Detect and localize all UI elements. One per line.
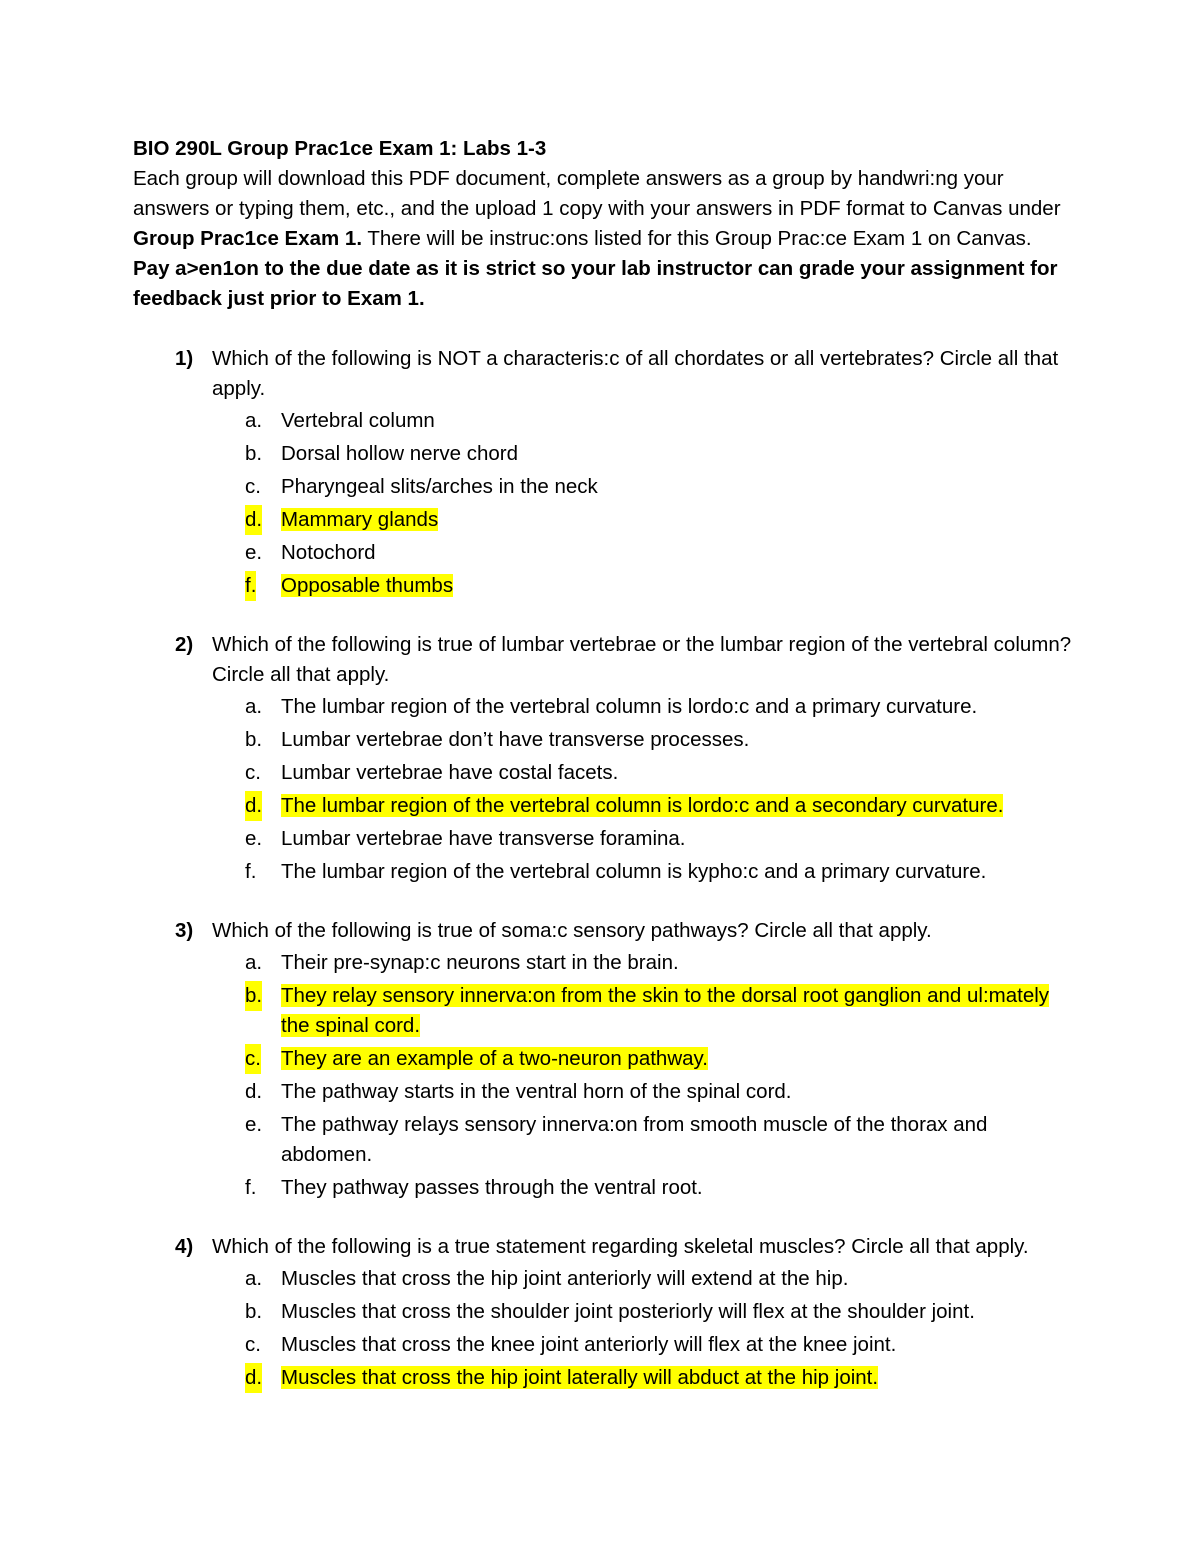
instructions-text: Each group will download this PDF document, complete answers as a group by handwri:ng your answers or typing them, etc., and the upload 1 copy with your answers in PDF format to Canvas under [133,167,1061,220]
answer-option-highlighted [212,571,1073,601]
option-text: Lumbar vertebrae don’t have transverse processes. [281,728,750,751]
option-letter: a. [245,695,263,718]
option-letter: a. [245,1267,263,1290]
answer-option [212,857,1073,887]
answer-option-highlighted [212,505,1073,535]
option-letter: b. [245,728,263,751]
option-letter: c. [245,1333,261,1356]
instructions-paragraph [133,164,1073,314]
option-letter: c. [245,1044,261,1074]
option-letter: e. [245,541,263,564]
option-letter: e. [245,1113,263,1136]
answer-option [212,1297,1073,1327]
answer-options [212,406,1073,601]
answer-option [212,948,1073,978]
option-text: The lumbar region of the vertebral column is lordo:c and a secondary curvature. [281,794,1004,817]
option-letter: b. [245,981,262,1011]
question-text: Which of the following is true of soma:c sensory pathways? Circle all that apply. [212,919,932,942]
option-letter: c. [245,475,261,498]
question-number: 4) [175,1235,194,1258]
answer-option [212,1264,1073,1294]
option-text: The pathway relays sensory innerva:on from smooth muscle of the thorax and abdomen. [281,1113,988,1166]
answer-option [212,472,1073,502]
instructions-canvas-text: There will be instruc:ons listed for this Group Prac:ce Exam 1 on Canvas. [362,227,1032,250]
option-text: Their pre-synap:c neurons start in the brain. [281,951,679,974]
option-text: The lumbar region of the vertebral column is lordo:c and a primary curvature. [281,695,978,718]
question-text: Which of the following is NOT a characteris:c of all chordates or all vertebrates? Circle all that apply. [212,347,1059,400]
option-letter: e. [245,827,263,850]
option-text: Lumbar vertebrae have transverse foramina. [281,827,686,850]
option-text: Mammary glands [281,508,439,531]
option-letter: f. [245,1176,257,1199]
question-number: 3) [175,919,194,942]
answer-option [212,439,1073,469]
answer-options [212,948,1073,1203]
question-3 [133,916,1073,1203]
intro-block [133,134,1073,314]
answer-options [212,692,1073,887]
option-text: They relay sensory innerva:on from the skin to the dorsal root ganglion and ul:mately the spinal cord. [281,984,1050,1037]
instructions-exam-name: Group Prac1ce Exam 1. [133,227,363,250]
option-text: They are an example of a two-neuron pathway. [281,1047,708,1070]
option-text: Dorsal hollow nerve chord [281,442,519,465]
answer-option-highlighted [212,791,1073,821]
option-text: Muscles that cross the hip joint laterally will abduct at the hip joint. [281,1366,879,1389]
question-list [133,344,1073,1422]
option-text: The lumbar region of the vertebral column is kypho:c and a primary curvature. [281,860,987,883]
option-letter: c. [245,761,261,784]
option-letter: d. [245,505,262,535]
option-letter: f. [245,860,257,883]
option-text: Muscles that cross the knee joint anteriorly will flex at the knee joint. [281,1333,897,1356]
answer-options [212,1264,1073,1393]
question-text: Which of the following is true of lumbar vertebrae or the lumbar region of the vertebral column? Circle all that apply. [212,633,1072,686]
answer-option-highlighted [212,1044,1073,1074]
answer-option [212,1330,1073,1360]
option-text: Muscles that cross the hip joint anteriorly will extend at the hip. [281,1267,849,1290]
option-letter: d. [245,791,262,821]
question-2 [133,630,1073,887]
question-text: Which of the following is a true statement regarding skeletal muscles? Circle all that apply. [212,1235,1029,1258]
option-letter: f. [245,571,256,601]
option-text: The pathway starts in the ventral horn of the spinal cord. [281,1080,792,1103]
answer-option [212,692,1073,722]
answer-option-highlighted [212,1363,1073,1393]
option-letter: b. [245,1300,263,1323]
answer-option [212,824,1073,854]
option-letter: b. [245,442,263,465]
answer-option-highlighted [212,981,1073,1041]
option-text: Opposable thumbs [281,574,454,597]
option-text: They pathway passes through the ventral root. [281,1176,703,1199]
option-letter: d. [245,1080,263,1103]
answer-option [212,1110,1073,1170]
answer-option [212,406,1073,436]
question-4 [133,1232,1073,1393]
question-number: 2) [175,633,194,656]
option-letter: d. [245,1363,262,1393]
question-number: 1) [175,347,194,370]
page-title: BIO 290L Group Prac1ce Exam 1: Labs 1-3 [133,137,547,160]
answer-option [212,1077,1073,1107]
answer-option [212,1173,1073,1203]
answer-option [212,758,1073,788]
due-date-notice: Pay a>en1on to the due date as it is strict so your lab instructor can grade your assignment for feedback just prior to Exam 1. [133,257,1058,310]
question-1 [133,344,1073,601]
option-text: Notochord [281,541,376,564]
option-text: Lumbar vertebrae have costal facets. [281,761,619,784]
option-letter: a. [245,951,263,974]
option-letter: a. [245,409,263,432]
answer-option [212,725,1073,755]
option-text: Pharyngeal slits/arches in the neck [281,475,598,498]
option-text: Muscles that cross the shoulder joint posteriorly will flex at the shoulder joint. [281,1300,975,1323]
answer-option [212,538,1073,568]
option-text: Vertebral column [281,409,435,432]
